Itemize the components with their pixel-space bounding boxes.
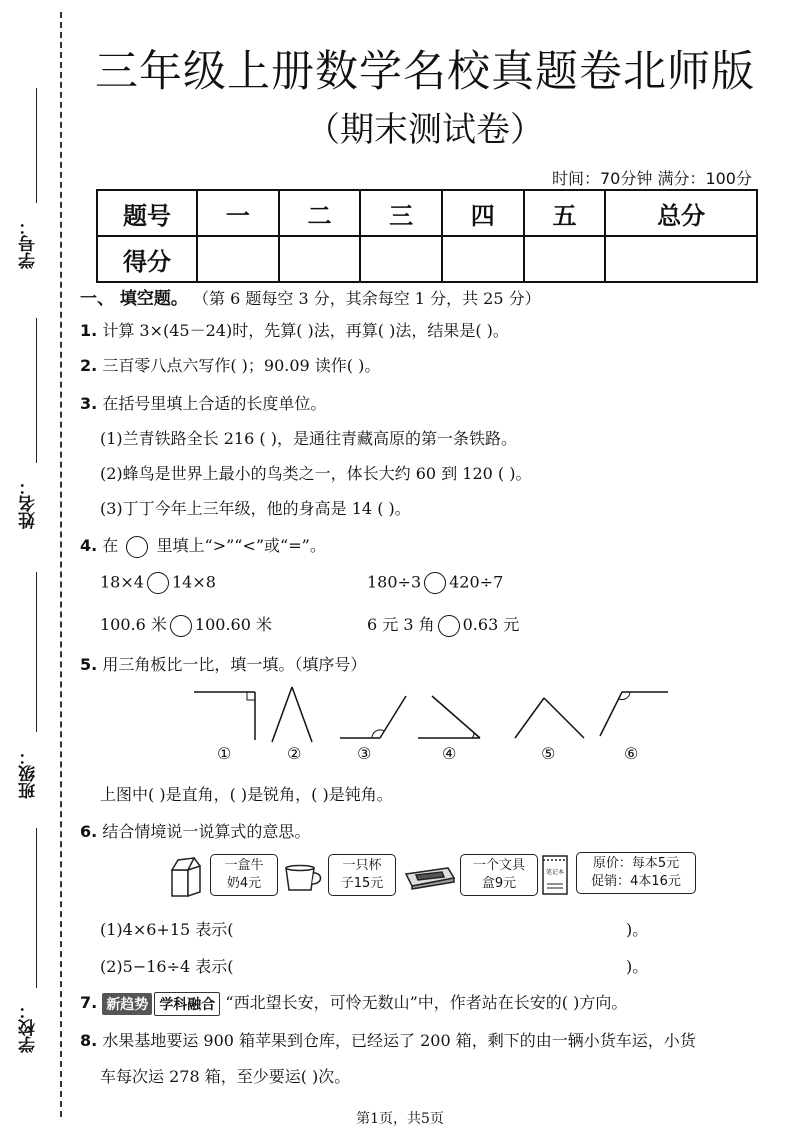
angle-figure-6 [600, 692, 668, 736]
score-cell[interactable] [605, 236, 757, 282]
question-4 [80, 533, 326, 558]
question-number: 3. [80, 394, 98, 413]
question-6 [80, 819, 310, 842]
question-5 [80, 652, 366, 675]
q6-sub-1-close: )。 [626, 920, 649, 939]
score-cell[interactable] [197, 236, 279, 282]
compare-circle[interactable] [438, 615, 460, 637]
compare-circle[interactable] [147, 572, 169, 594]
school-line [36, 828, 37, 988]
card-line: 一个文具 [472, 858, 525, 873]
angle-figure-2 [272, 687, 312, 742]
q3-sub-3: (3)丁丁今年上三年级，他的身高是 14 ( )。 [100, 499, 411, 518]
header-cell: 总分 [605, 190, 757, 236]
score-cell[interactable] [279, 236, 361, 282]
header-cell: 三 [360, 190, 442, 236]
question-text: 计算 3×(45－24)时，先算( )法，再算( )法，结果是( )。 [102, 321, 509, 340]
name-line [36, 318, 37, 463]
notebook-icon [538, 852, 572, 898]
card-line: 盒9元 [481, 876, 517, 891]
angle-figure-1 [194, 692, 255, 740]
compare-right: 420÷7 [449, 572, 504, 592]
compare-left: 6 元 3 角 [367, 615, 435, 634]
compare-item-1 [100, 572, 216, 594]
question-text-pre: 在 [102, 536, 119, 555]
circle-icon [126, 536, 148, 558]
angle-figure-4 [418, 696, 480, 738]
question-8 [80, 1028, 696, 1051]
question-number: 7. [80, 993, 98, 1012]
binding-dashed-line [60, 12, 62, 1117]
header-cell: 题号 [97, 190, 197, 236]
question-number: 4. [80, 536, 98, 555]
question-8-line-2: 车每次运 278 箱，至少要运( )次。 [100, 1067, 351, 1086]
angle-figure-5 [515, 698, 584, 738]
price-card-notebook [576, 852, 696, 894]
milk-carton-icon [166, 856, 206, 898]
class-label: 班级： [19, 748, 39, 799]
price-card-milk [210, 854, 278, 896]
compare-circle[interactable] [170, 615, 192, 637]
compare-item-3 [100, 612, 272, 637]
angle-label: ③ [357, 744, 372, 763]
question-text-post: 里填上“>”“<”或“=”。 [156, 536, 326, 555]
pencil-case-icon [402, 864, 458, 890]
header-cell: 一 [197, 190, 279, 236]
angle-label: ⑤ [541, 744, 556, 763]
angle-figure-3 [340, 696, 406, 738]
question-number: 8. [80, 1031, 98, 1050]
trend-badge: 新趋势 [102, 993, 152, 1015]
compare-circle[interactable] [424, 572, 446, 594]
section-heading [80, 284, 541, 309]
student-id-label: 学号： [19, 218, 39, 269]
q6-sub-1: (1)4×6+15 表示( [100, 920, 234, 939]
question-3 [80, 391, 326, 414]
school-label: 学校： [19, 1002, 39, 1053]
angle-label: ⑥ [624, 744, 639, 763]
angle-figures [180, 682, 680, 744]
card-line: 促销：4本16元 [591, 874, 681, 889]
section-note: （第 6 题每空 3 分，其余每空 1 分，共 25 分） [193, 289, 541, 308]
card-line: 一只杯 [342, 858, 382, 873]
q3-sub-1: (1)兰青铁路全长 216 ( )，是通往青藏高原的第一条铁路。 [100, 429, 517, 448]
angle-label: ① [217, 744, 232, 763]
compare-right: 0.63 元 [462, 615, 520, 634]
q6-sub-2: (2)5−16÷4 表示( [100, 957, 234, 976]
score-row-label: 得分 [97, 236, 197, 282]
angle-label: ② [287, 744, 302, 763]
compare-right: 14×8 [171, 572, 216, 592]
question-text: 结合情境说一说算式的意思。 [102, 822, 311, 841]
subject-badge: 学科融合 [154, 992, 220, 1016]
question-number: 1. [80, 321, 98, 340]
cup-icon [282, 862, 326, 894]
q6-sub-2-close: )。 [626, 957, 649, 976]
question-number: 6. [80, 822, 98, 841]
price-card-cup [328, 854, 396, 896]
question-7 [80, 990, 627, 1016]
page-subtitle: （期末测试卷） [306, 110, 544, 150]
compare-item-4 [367, 612, 519, 637]
student-id-line [36, 88, 37, 203]
q3-sub-2: (2)蜂鸟是世界上最小的鸟类之一，体长大约 60 到 120 ( )。 [100, 464, 532, 483]
header-cell: 二 [279, 190, 361, 236]
compare-right: 100.60 米 [194, 615, 272, 634]
price-card-stationery [460, 854, 538, 896]
question-2 [80, 353, 380, 376]
question-text: “西北望长安，可怜无数山”中，作者站在长安的( )方向。 [225, 993, 628, 1012]
score-cell[interactable] [524, 236, 606, 282]
question-number: 2. [80, 356, 98, 375]
score-table [96, 189, 758, 283]
card-line: 一盒牛 [224, 858, 264, 873]
score-cell[interactable] [360, 236, 442, 282]
section-title: 一、 填空题。 [80, 289, 188, 309]
page-title: 三年级上册数学名校真题卷北师版 [95, 47, 755, 97]
question-text: 水果基地要运 900 箱苹果到仓库，已经运了 200 箱，剩下的由一辆小货车运，小货 [102, 1031, 696, 1050]
header-cell: 五 [524, 190, 606, 236]
angle-label: ④ [442, 744, 457, 763]
notebook-cover-text: 笔记本 [545, 869, 565, 876]
page-footer: 第1页，共5页 [356, 1111, 444, 1127]
time-info: 时间：70分钟 满分：100分 [552, 169, 752, 188]
compare-left: 18×4 [100, 572, 144, 592]
card-line: 奶4元 [226, 876, 262, 891]
card-line: 子15元 [340, 876, 384, 891]
header-cell: 四 [442, 190, 524, 236]
compare-item-2 [367, 572, 503, 594]
score-cell[interactable] [442, 236, 524, 282]
q5-answer-line: 上图中( )是直角，( )是锐角，( )是钝角。 [100, 785, 393, 804]
question-number: 5. [80, 655, 98, 674]
question-text: 三百零八点六写作( )；90.09 读作( )。 [102, 356, 381, 375]
question-text: 用三角板比一比，填一填。（填序号） [102, 655, 367, 674]
class-line [36, 572, 37, 732]
name-label: 姓名： [19, 478, 39, 529]
card-line: 原价：每本5元 [592, 856, 680, 871]
question-1 [80, 318, 509, 341]
compare-left: 100.6 米 [100, 615, 167, 634]
question-text: 在括号里填上合适的长度单位。 [102, 394, 327, 413]
compare-left: 180÷3 [367, 572, 422, 592]
